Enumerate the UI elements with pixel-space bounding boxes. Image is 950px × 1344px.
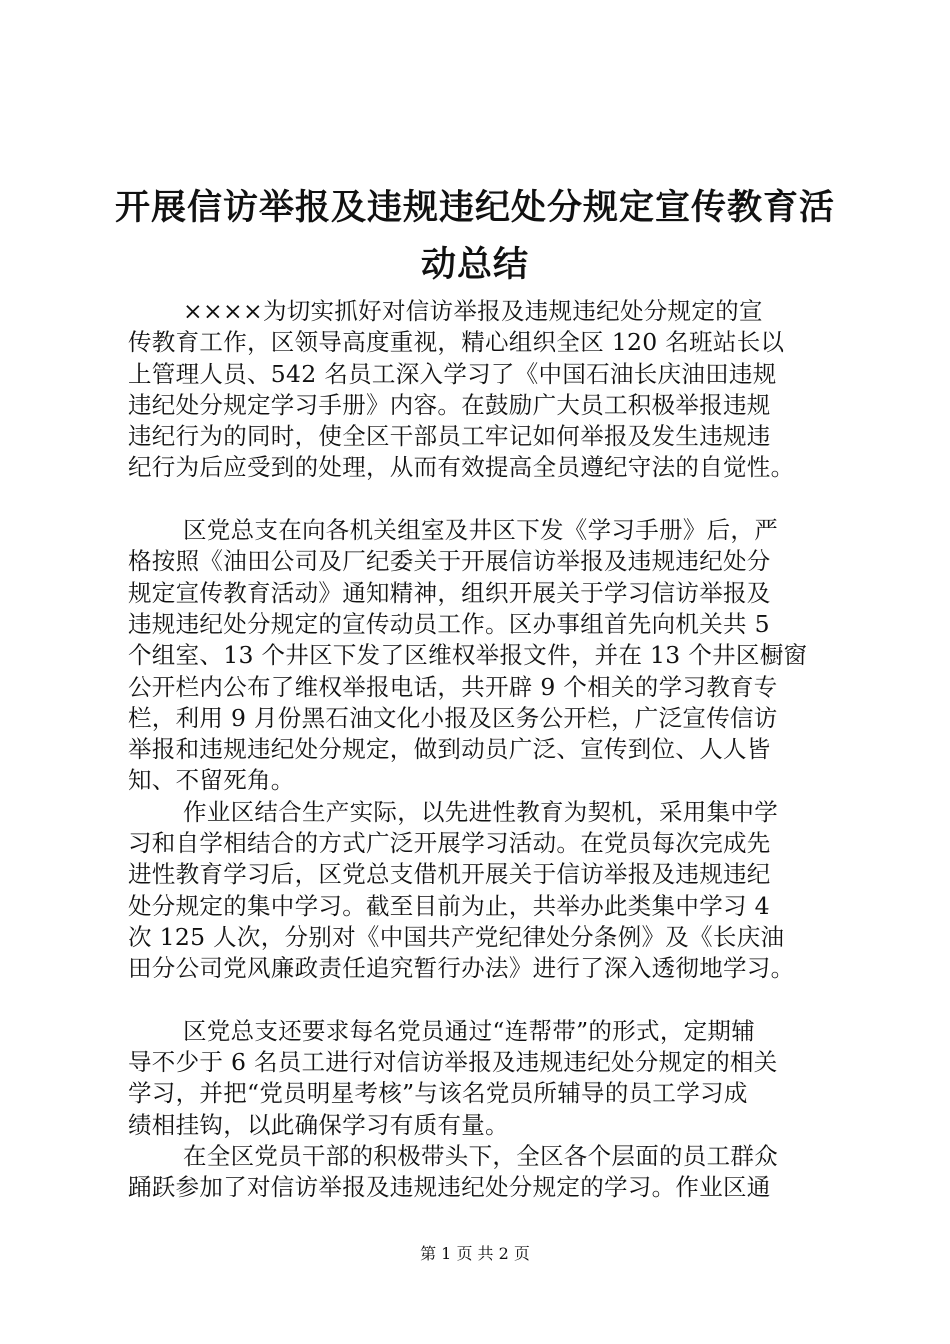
text-line: 田分公司党风廉政责任追究暂行办法》进行了深入透彻地学习。	[128, 954, 795, 983]
text-line: 违规违纪处分规定的宣传动员工作。区办事组首先向机关共 5	[128, 609, 770, 638]
document-title-line-1: 开展信访举报及违规违纪处分规定宣传教育活	[114, 187, 835, 228]
text-line: 违纪处分规定学习手册》内容。在鼓励广大员工积极举报违规	[128, 390, 771, 419]
text-line: 进性教育学习后，区党总支借机开展关于信访举报及违规违纪	[128, 860, 771, 889]
text-line: 次 125 人次，分别对《中国共产党纪律处分条例》及《长庆油	[128, 922, 785, 951]
text-line: 格按照《油田公司及厂纪委关于开展信访举报及违规违纪处分	[128, 547, 771, 576]
text-line: 绩相挂钩，以此确保学习有质有量。	[128, 1110, 509, 1139]
text-line: 举报和违规违纪处分规定，做到动员广泛、宣传到位、人人皆	[128, 735, 771, 764]
text-line: 学习，并把“党员明星考核”与该名党员所辅导的员工学习成	[128, 1079, 748, 1108]
paragraph-3	[128, 797, 838, 985]
paragraph-1	[128, 296, 838, 484]
text-line: 处分规定的集中学习。截至目前为止，共举办此类集中学习 4	[128, 891, 770, 920]
paragraph-4	[128, 1016, 838, 1141]
paragraph-gap	[128, 484, 838, 515]
text-line: 传教育工作，区领导高度重视，精心组织全区 120 名班站长以	[128, 328, 785, 357]
paragraph-2	[128, 515, 838, 797]
text-line: 上管理人员、542 名员工深入学习了《中国石油长庆油田违规	[128, 359, 777, 388]
text-line: 纪行为后应受到的处理，从而有效提高全员遵纪守法的自觉性。	[128, 453, 795, 482]
text-line: 习和自学相结合的方式广泛开展学习活动。在党员每次完成先	[128, 829, 771, 858]
text-line: 踊跃参加了对信访举报及违规违纪处分规定的学习。作业区通	[128, 1173, 771, 1202]
text-line: 知、不留死角。	[128, 766, 295, 795]
text-line: 违纪行为的同时，使全区干部员工牢记如何举报及发生违规违	[128, 422, 771, 451]
body-text	[128, 296, 838, 1204]
text-line: 栏，利用 9 月份黑石油文化小报及区务公开栏，广泛宣传信访	[128, 703, 778, 732]
text-line: 个组室、13 个井区下发了区维权举报文件，并在 13 个井区橱窗	[128, 641, 808, 670]
text-line: 公开栏内公布了维权举报电话，共开辟 9 个相关的学习教育专	[128, 672, 778, 701]
paragraph-gap	[128, 985, 838, 1016]
text-line: 导不少于 6 名员工进行对信访举报及违规违纪处分规定的相关	[128, 1048, 778, 1077]
document-title-line-2: 动总结	[420, 244, 529, 285]
text-line: 规定宣传教育活动》通知精神，组织开展关于学习信访举报及	[128, 578, 771, 607]
text-line: 区党总支在向各机关组室及井区下发《学习手册》后，严	[183, 516, 778, 545]
page-footer: 第 1 页 共 2 页	[420, 1244, 530, 1263]
text-line: ××××为切实抓好对信访举报及违规违纪处分规定的宣	[183, 297, 763, 325]
paragraph-5	[128, 1141, 838, 1204]
text-line: 作业区结合生产实际，以先进性教育为契机，采用集中学	[183, 797, 778, 826]
text-line: 在全区党员干部的积极带头下，全区各个层面的员工群众	[183, 1142, 778, 1171]
text-line: 区党总支还要求每名党员通过“连帮带”的形式，定期辅	[183, 1016, 756, 1045]
